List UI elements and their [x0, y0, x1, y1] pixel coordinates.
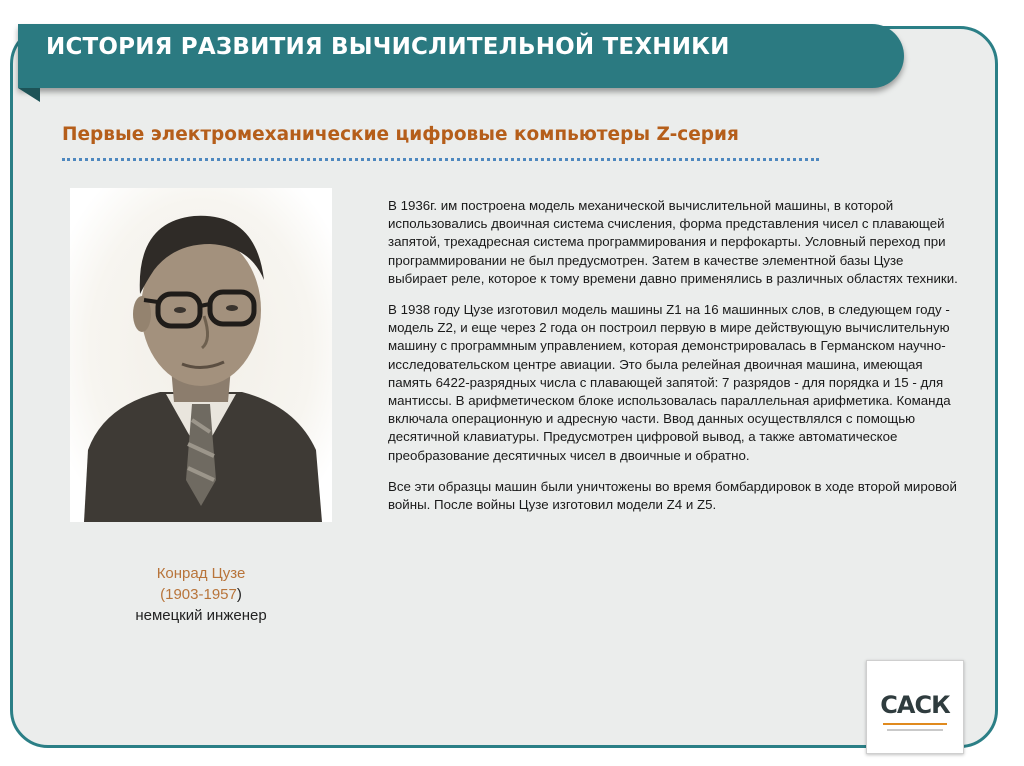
- paragraph-1: В 1936г. им построена модель механической вычислительной машины, в которой использовались двоичная система счисления, форма представления чисел с плавающей запятой, трехадресная система программирования и перфокарты. Условный переход при программировании не был предусмотрен. Затем в качестве элементной базы Цузе выбирает реле, которое к тому времени давно применялись в различных областях техники.: [388, 198, 958, 286]
- person-role: немецкий инженер: [135, 607, 267, 624]
- person-years-line: [70, 584, 332, 605]
- years-close: ): [236, 586, 242, 603]
- section-subtitle: Первые электромеханические цифровые компьютеры Z-серия: [62, 124, 739, 145]
- years-open: (: [160, 586, 166, 603]
- dotted-divider: [62, 158, 819, 161]
- portrait-photo: [70, 188, 332, 522]
- banner-fold: [18, 88, 40, 102]
- person-name: Конрад Цузе: [156, 565, 246, 582]
- logo-text: САСК: [880, 691, 950, 719]
- sask-logo: [866, 660, 964, 754]
- biography-text: [388, 197, 966, 527]
- page-title: ИСТОРИЯ РАЗВИТИЯ ВЫЧИСЛИТЕЛЬНОЙ ТЕХНИКИ: [46, 34, 730, 60]
- paragraph-2: В 1938 году Цузе изготовил модель машины Z1 на 16 машинных слов, в следующем году - модель Z2, и еще через 2 года он построил первую в мире действующую вычислительную машину с программным управлением, которая демонстрировалась в Германском научно-исследовательском центре авиации. Это была релейная двоичная машина, имеющая память 6422-разрядных числа с плавающей запятой: 7 разрядов - для порядка и 15 - для мантиссы. В арифметическом блоке использовалась параллельная арифметика. Команда включала операционную и адресную части. Ввод данных осуществлялся с помощью десятичной клавиатуры. Предусмотрен цифровой вывод, а также автоматическое преобразование десятичных чисел в двоичные и обратно.: [388, 302, 951, 463]
- logo-subline: [887, 729, 943, 731]
- portrait-caption: [70, 563, 332, 626]
- person-years: 1903-1957: [165, 586, 237, 603]
- logo-accent-line: [883, 723, 947, 725]
- paragraph-3: Все эти образцы машин были уничтожены во время бомбардировок в ходе второй мировой войны. После войны Цузе изготовил модели Z4 и Z5.: [388, 478, 957, 513]
- portrait-illustration: [70, 188, 332, 522]
